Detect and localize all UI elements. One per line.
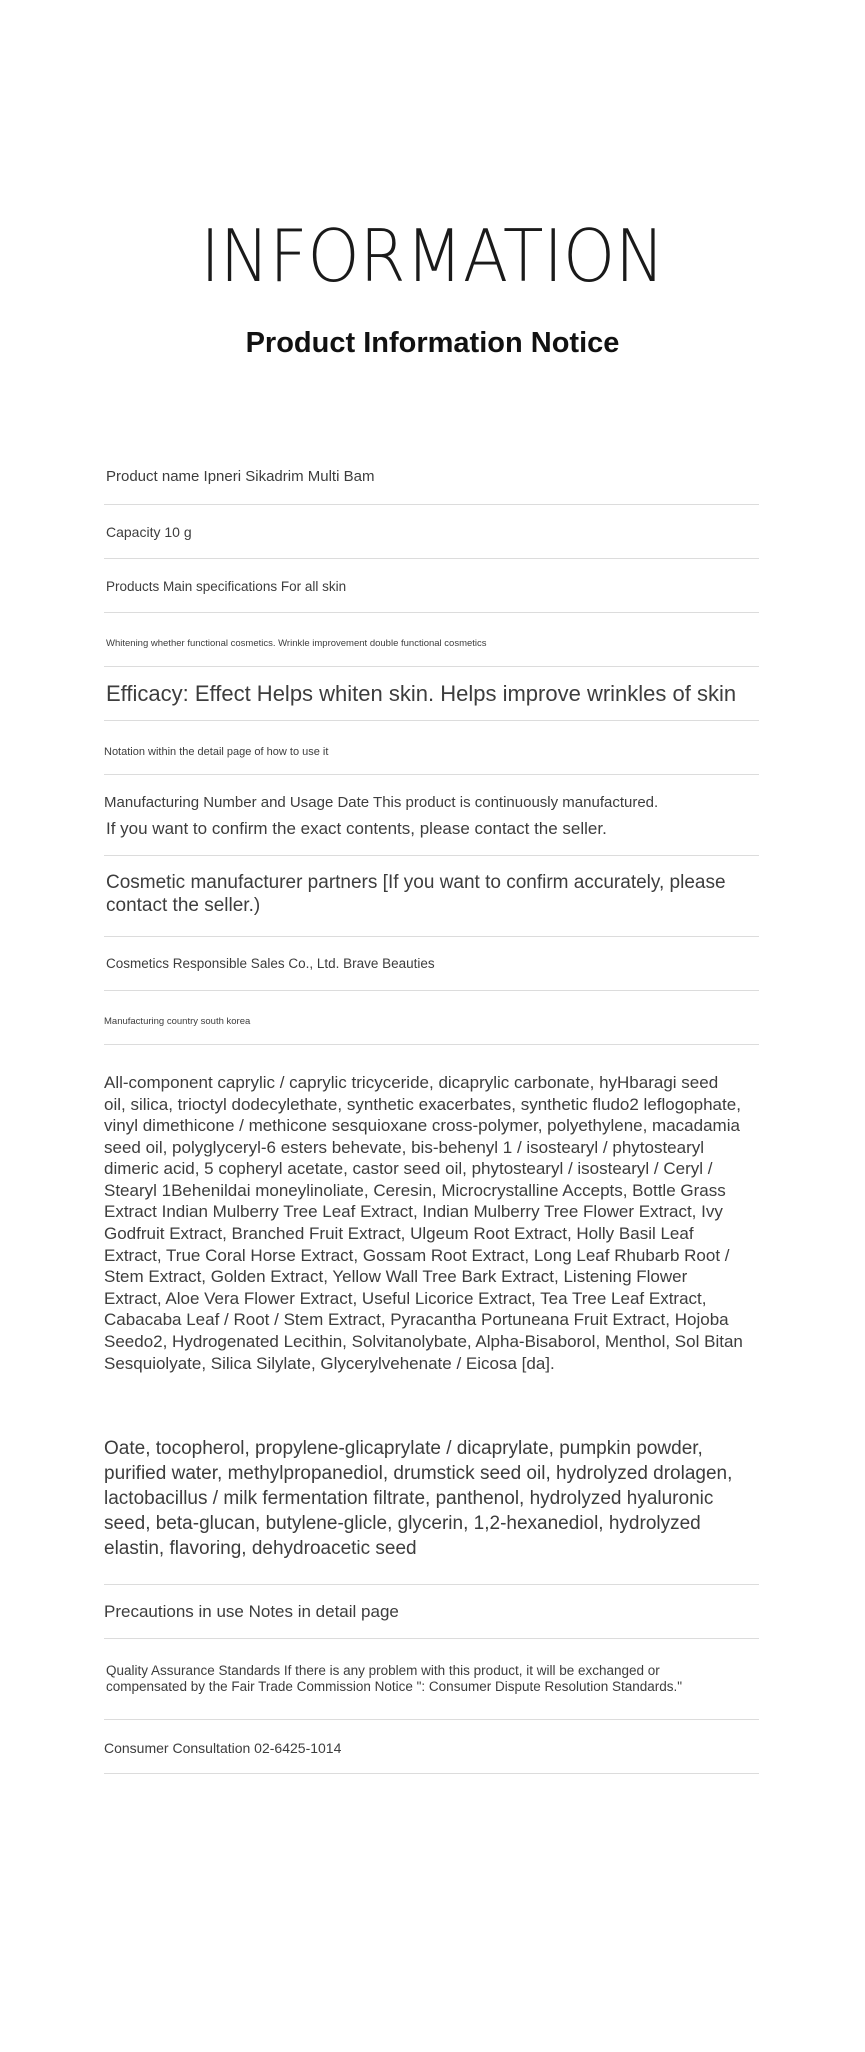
page-title: INFORMATION	[200, 214, 665, 298]
product-name-text: Product name Ipneri Sikadrim Multi Bam	[106, 468, 375, 485]
country-text: Manufacturing country south korea	[104, 1016, 251, 1027]
manufacturer-text: Cosmetic manufacturer partners [If you want to confirm accurately, please contact the seller.)	[106, 872, 726, 917]
ingredients-part2-text: Oate, tocopherol, propylene-glicaprylate / dicaprylate, pumpkin powder, purified water, methylpropanediol, drumstick seed oil, hydrolyzed drolagen, lactobacillus / milk fermentation filtrate, panthenol, hydrolyzed hyaluronic seed, beta-glucan, butylene-glicle, glycerin, 1,2-hexanediol, hydrolyzed elastin, flavoring, dehydroacetic seed	[104, 1438, 733, 1560]
row-consultation	[104, 1719, 759, 1774]
how-to-use-text: Notation within the detail page of how to use it	[104, 746, 329, 758]
quality-text: Quality Assurance Standards If there is any problem with this product, it will be exchanged or compensated by the Fair Trade Commission Notice ": Consumer Dispute Resolution Standards."	[106, 1663, 683, 1695]
main-spec-text: Products Main specifications For all skin	[106, 579, 347, 594]
precautions-text: Precautions in use Notes in detail page	[104, 1602, 399, 1621]
row-responsible-sales	[104, 936, 759, 991]
manufacturing-line1-text: Manufacturing Number and Usage Date This product is continuously manufactured.	[104, 794, 659, 811]
efficacy-text: Efficacy: Effect Helps whiten skin. Helps improve wrinkles of skin	[106, 681, 737, 706]
ingredients-part1-text: All-component caprylic / caprylic tricyceride, dicaprylic carbonate, hyHbaragi seed oil, silica, trioctyl dodecylethate, synthetic exacerbates, synthetic fludo2 leflogophate, vinyl dimethicone / methicone sesquioxane cross-polymer, polyethylene, macadamia seed oil, polyglyceryl-6 esters behevate, bis-behenyl 1 / isostearyl / phytostearyl dimeric acid, 5 copheryl acetate, castor seed oil, phytostearyl / isostearyl / Ceryl / Stearyl 1Behenildai moneylinoliate, Ceresin, Microcrystalline Accepts, Bottle Grass Extract Indian Mulberry Tree Leaf Extract, Indian Mulberry Tree Flower Extract, Ivy Godfruit Extract, Branched Fruit Extract, Ulgeum Root Extract, Holly Basil Leaf Extract, True Coral Horse Extract, Gossam Root Extract, Long Leaf Rhubarb Root / Stem Extract, Golden Extract, Yellow Wall Tree Bark Extract, Listening Flower Extract, Aloe Vera Flower Extract, Useful Licorice Extract, Tea Tree Leaf Extract, Cabacaba Leaf / Root / Stem Extract, Pyracantha Portuneana Fruit Extract, Hojoba Seedo2, Hydrogenated Lecithin, Solvitanolybate, Alpha-Bisaborol, Menthol, Sol Bitan Sesquiolyate, Silica Silylate, Glycerylvehenate / Eicosa [da].	[104, 1073, 743, 1373]
row-how-to-use	[104, 720, 759, 775]
functional-text: Whitening whether functional cosmetics. Wrinkle improvement double functional cosmetics	[106, 638, 487, 649]
responsible-sales-text: Cosmetics Responsible Sales Co., Ltd. Brave Beauties	[106, 956, 435, 971]
row-efficacy	[104, 666, 759, 721]
consultation-text: Consumer Consultation 02-6425-1014	[104, 1740, 342, 1756]
row-main-spec	[104, 558, 759, 613]
row-ingredients	[104, 1044, 759, 1585]
row-product-name	[104, 450, 759, 505]
page-subtitle: Product Information Notice	[245, 327, 620, 359]
row-manufacturing	[104, 774, 759, 856]
row-functional	[104, 612, 759, 667]
capacity-text: Capacity 10 g	[106, 524, 192, 540]
row-precautions	[104, 1584, 759, 1639]
row-manufacturer	[104, 855, 759, 937]
manufacturing-line2-text: If you want to confirm the exact contents, please contact the seller.	[106, 819, 607, 838]
row-quality	[104, 1638, 759, 1720]
row-capacity	[104, 504, 759, 559]
row-country	[104, 990, 759, 1045]
